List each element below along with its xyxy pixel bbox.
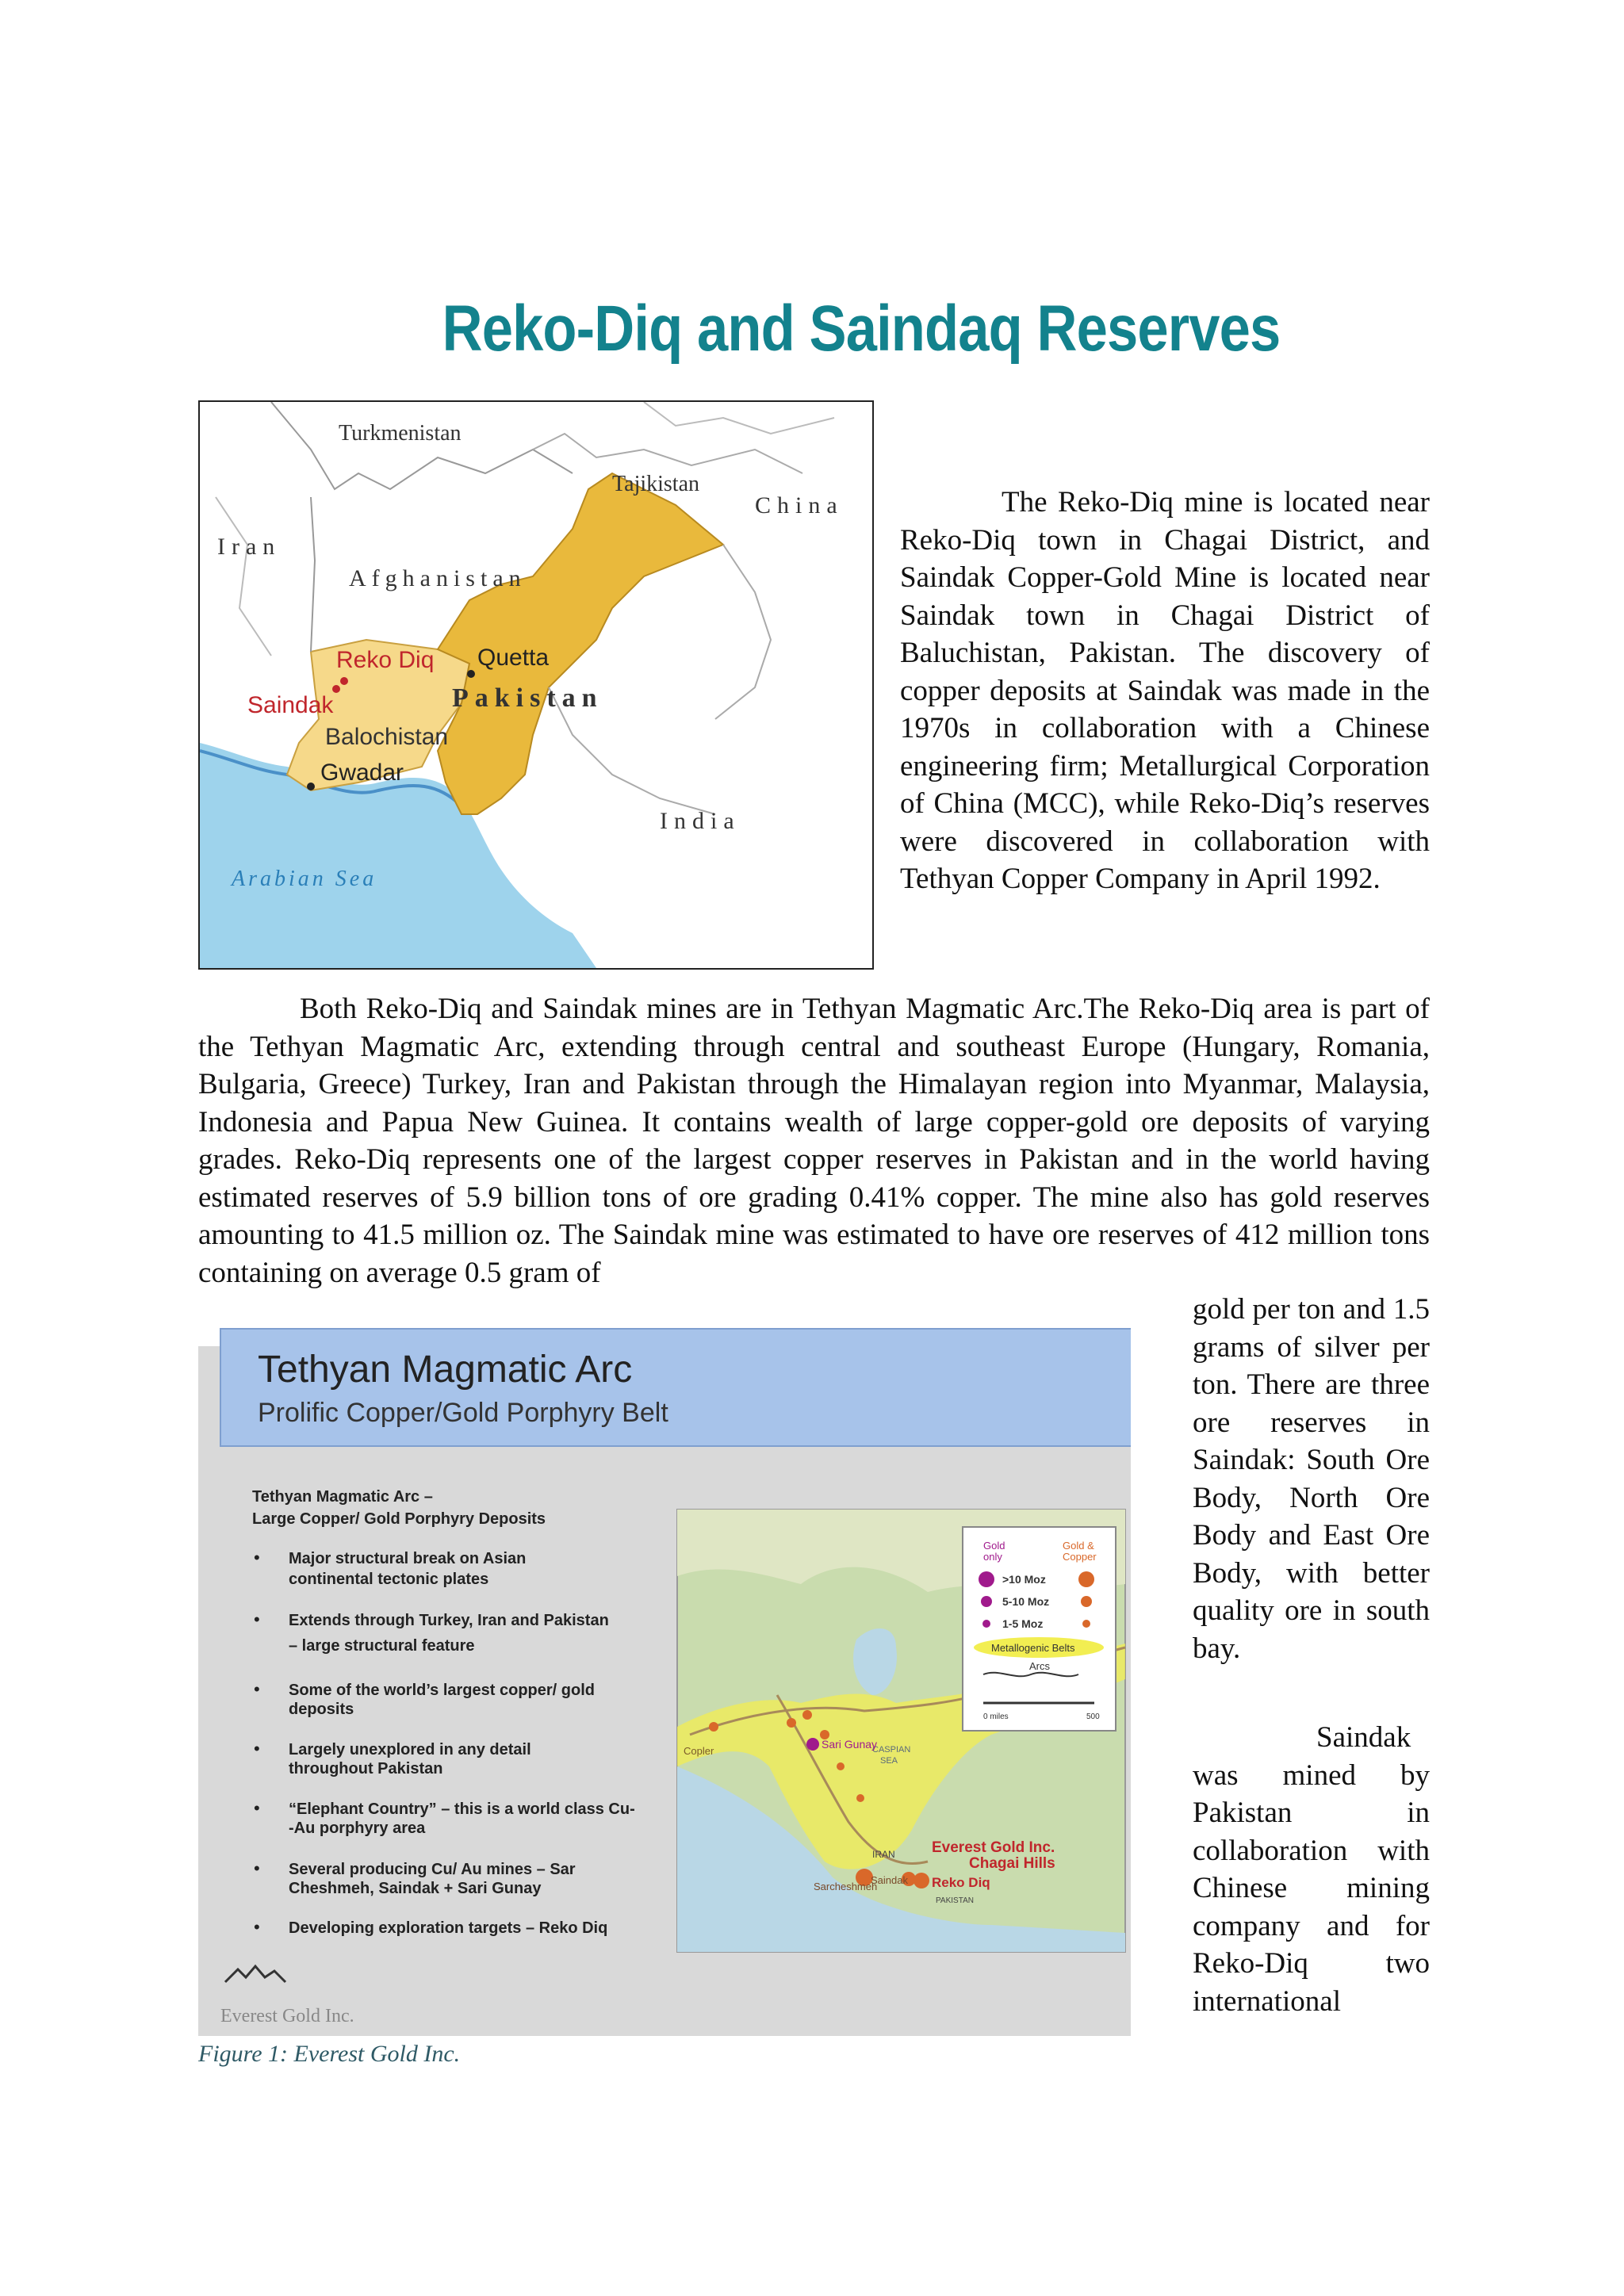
legend-gold-only: Gold <box>983 1540 1005 1552</box>
bullet-text: Extends through Turkey, Iran and Pakistan <box>289 1612 609 1629</box>
figure-header-subtitle: Prolific Copper/Gold Porphyry Belt <box>258 1398 668 1428</box>
svg-text:•: • <box>254 1609 260 1629</box>
svg-text:•: • <box>254 1858 260 1878</box>
bullet-text: “Elephant Country” – this is a world class Cu- <box>289 1800 635 1818</box>
deposit-dot-copper <box>787 1718 796 1728</box>
page-title: Reko-Diq and Saindaq Reserves <box>442 293 1281 365</box>
label-copler: Copler <box>684 1745 714 1757</box>
legend-size: 1-5 Moz <box>1002 1617 1044 1630</box>
legend-dot <box>1078 1571 1094 1587</box>
figure-caption: Figure 1: Everest Gold Inc. <box>198 2041 461 2067</box>
svg-text:•: • <box>254 1548 260 1567</box>
label-gwadar: Gwadar <box>320 760 404 786</box>
legend-dot <box>982 1620 990 1628</box>
saindak-marker <box>340 677 348 685</box>
deposit-dot-copper <box>709 1722 718 1732</box>
label-iran: Iran <box>217 534 282 560</box>
label-sari-gunay: Sari Gunay <box>822 1738 878 1751</box>
legend-size: 5-10 Moz <box>1002 1595 1050 1608</box>
paragraph-mining-collab: Saindak was mined by Pakistan in collaboration with Chinese mining company and for Reko-Diq two international <box>1193 1721 1430 2018</box>
label-reko-diq: Reko Diq <box>336 647 435 673</box>
tethyan-arc-figure <box>198 1322 1131 2036</box>
bullet-text: deposits <box>289 1701 354 1718</box>
gwadar-marker <box>307 783 315 790</box>
label-arabian-sea: Arabian Sea <box>232 867 377 891</box>
label-caspian-sea: SEA <box>880 1756 898 1766</box>
label-reko-diq: Reko Diq <box>932 1875 990 1890</box>
legend-arcs: Arcs <box>1029 1660 1050 1672</box>
legend-scale-left: 0 miles <box>983 1712 1009 1721</box>
bullet-text: throughout Pakistan <box>289 1760 443 1777</box>
bullet-text: Some of the world’s largest copper/ gold <box>289 1682 595 1699</box>
label-saindak: Saindak <box>871 1874 908 1886</box>
bullet-text: continental tectonic plates <box>289 1571 489 1588</box>
bullet-text: Major structural break on Asian <box>289 1550 527 1567</box>
label-china: China <box>755 492 844 519</box>
svg-text:•: • <box>254 1739 260 1758</box>
deposit-dot-copper <box>914 1873 929 1888</box>
label-quetta: Quetta <box>477 645 550 671</box>
legend-dot <box>979 1571 994 1587</box>
svg-text:•: • <box>254 1798 260 1818</box>
label-sarcheshmeh: Sarcheshmeh <box>814 1881 878 1892</box>
map-legend <box>963 1527 1116 1731</box>
label-turkmenistan: Turkmenistan <box>339 421 462 446</box>
reko-diq-marker <box>332 685 340 693</box>
logo-text: Everest Gold Inc. <box>220 2006 354 2026</box>
pakistan-region-map <box>198 400 874 970</box>
label-everest-gold: Everest Gold Inc. <box>932 1839 1055 1856</box>
label-caspian: CASPIAN <box>872 1745 911 1755</box>
svg-text:only: only <box>983 1551 1002 1563</box>
label-pakistan: Pakistan <box>452 683 603 713</box>
figure-header-title: Tethyan Magmatic Arc <box>258 1349 633 1391</box>
legend-scale-right: 500 <box>1086 1712 1100 1721</box>
quetta-marker <box>467 670 475 678</box>
bullet-text: Developing exploration targets – Reko Diq <box>289 1919 608 1937</box>
label-iran: IRAN <box>872 1849 895 1860</box>
bullet-text: Several producing Cu/ Au mines – Sar <box>289 1861 576 1878</box>
bullet-text: Largely unexplored in any detail <box>289 1741 531 1758</box>
label-saindak: Saindak <box>247 692 334 718</box>
legend-gold-copper: Gold & <box>1063 1540 1094 1552</box>
paragraph-ore-bodies: gold per ton and 1.5 grams of silver per ton. There are three ore reserves in Saindak: South Ore Body, North Ore Body and East Ore Body, with better quality ore in south bay. <box>1193 1293 1430 1665</box>
legend-dot <box>1081 1596 1092 1607</box>
svg-text:•: • <box>254 1679 260 1699</box>
bullet-text: Cheshmeh, Saindak + Sari Gunay <box>289 1880 542 1897</box>
arc-inset-map <box>677 1510 1125 1952</box>
label-tajikistan: Tajikistan <box>612 472 700 496</box>
svg-text:•: • <box>254 1917 260 1937</box>
deposit-dot-gold <box>806 1738 819 1751</box>
label-pakistan: PAKISTAN <box>936 1896 974 1905</box>
legend-dot <box>1082 1620 1090 1628</box>
label-india: India <box>660 808 741 834</box>
deposit-dot-copper <box>856 1794 864 1802</box>
list-heading-1: Tethyan Magmatic Arc – <box>252 1488 433 1506</box>
bullet-text: -Au porphyry area <box>289 1820 426 1837</box>
legend-size: >10 Moz <box>1002 1573 1046 1586</box>
svg-text:Copper: Copper <box>1063 1551 1097 1563</box>
label-chagai-hills: Chagai Hills <box>969 1855 1055 1872</box>
label-balochistan: Balochistan <box>325 724 449 750</box>
label-afghanistan: Afghanistan <box>349 565 527 591</box>
deposit-dot-copper <box>837 1762 845 1770</box>
legend-dot <box>981 1596 992 1607</box>
paragraph-location: The Reko-Diq mine is located near Reko-Diq town in Chagai District, and Saindak Copper-Gold Mine is located near Saindak town in Chagai District of Baluchistan, Pakistan. The discovery of copper deposits at Saindak was made in the 1970s in collaboration with a Chinese engineering firm; Metallurgical Corporation of China (MCC), while Reko-Diq’s reserves were discovered in collaboration with Tethyan Copper Company in April 1992. <box>900 486 1430 895</box>
paragraph-tethyan-arc: Both Reko-Diq and Saindak mines are in Tethyan Magmatic Arc.The Reko-Diq area is part of the Tethyan Magmatic Arc, extending through central and southeast Europe (Hungary, Romania, Bulgaria, Greece) Turkey, Iran and Pakistan through the Himalayan region into Myanmar, Malaysia, Indonesia and Papua New Guinea. It contains wealth of large copper-gold ore deposits of varying grades. Reko-Diq represents one of the largest copper reserves in Pakistan and in the world having estimated reserves of 5.9 billion tons of ore grading 0.41% copper. The mine also has gold reserves amounting to 41.5 million oz. The Saindak mine was estimated to have ore reserves of 412 million tons containing on average 0.5 gram of <box>198 993 1430 1289</box>
bullet-text: – large structural feature <box>289 1637 475 1655</box>
list-heading-2: Large Copper/ Gold Porphyry Deposits <box>252 1510 546 1528</box>
deposit-dot-copper <box>802 1710 812 1720</box>
legend-belts-label: Metallogenic Belts <box>991 1642 1075 1654</box>
